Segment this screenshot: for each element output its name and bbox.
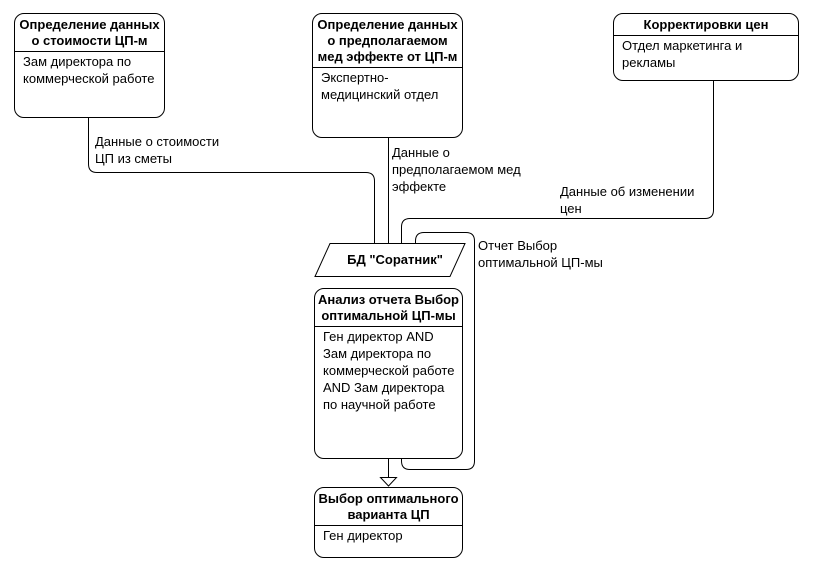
node-define-med-effect-body: Экспертно-медицинский отдел bbox=[321, 70, 439, 102]
node-price-adjustments-title: Корректировки цен bbox=[614, 14, 798, 36]
node-report-analysis bbox=[314, 288, 463, 459]
node-database-label: БД "Соратник" bbox=[347, 252, 443, 267]
node-report-analysis-body: Ген директор AND Зам директора по коммерческой работе AND Зам директора по научной работе bbox=[323, 329, 455, 412]
edge-label-med-effect-data: Данные о предполагаемом мед эффекте bbox=[392, 145, 521, 194]
node-define-cost bbox=[14, 13, 165, 118]
node-define-cost-body: Зам директора по коммерческой работе bbox=[23, 54, 155, 86]
node-choose-variant bbox=[314, 487, 463, 558]
node-choose-variant-title: Выбор оптимального варианта ЦП bbox=[315, 488, 462, 526]
edge-label-report: Отчет Выбор оптимальной ЦП-мы bbox=[478, 238, 603, 270]
node-define-med-effect-title: Определение данных о предполагаемом мед эффекте от ЦП-м bbox=[313, 14, 462, 68]
node-price-adjustments-body: Отдел маркетинга и рекламы bbox=[622, 38, 743, 70]
edge-label-cost-data: Данные о стоимости ЦП из сметы bbox=[95, 134, 220, 166]
node-define-cost-title: Определение данных о стоимости ЦП-м bbox=[15, 14, 164, 52]
node-choose-variant-body: Ген директор bbox=[323, 528, 403, 543]
node-price-adjustments bbox=[613, 13, 799, 81]
arrowhead-icon bbox=[381, 478, 397, 487]
node-report-analysis-title: Анализ отчета Выбор оптимальной ЦП-мы bbox=[315, 289, 462, 327]
node-define-med-effect bbox=[312, 13, 463, 138]
edge-label-price-change-data: Данные об изменении цен bbox=[560, 184, 695, 216]
